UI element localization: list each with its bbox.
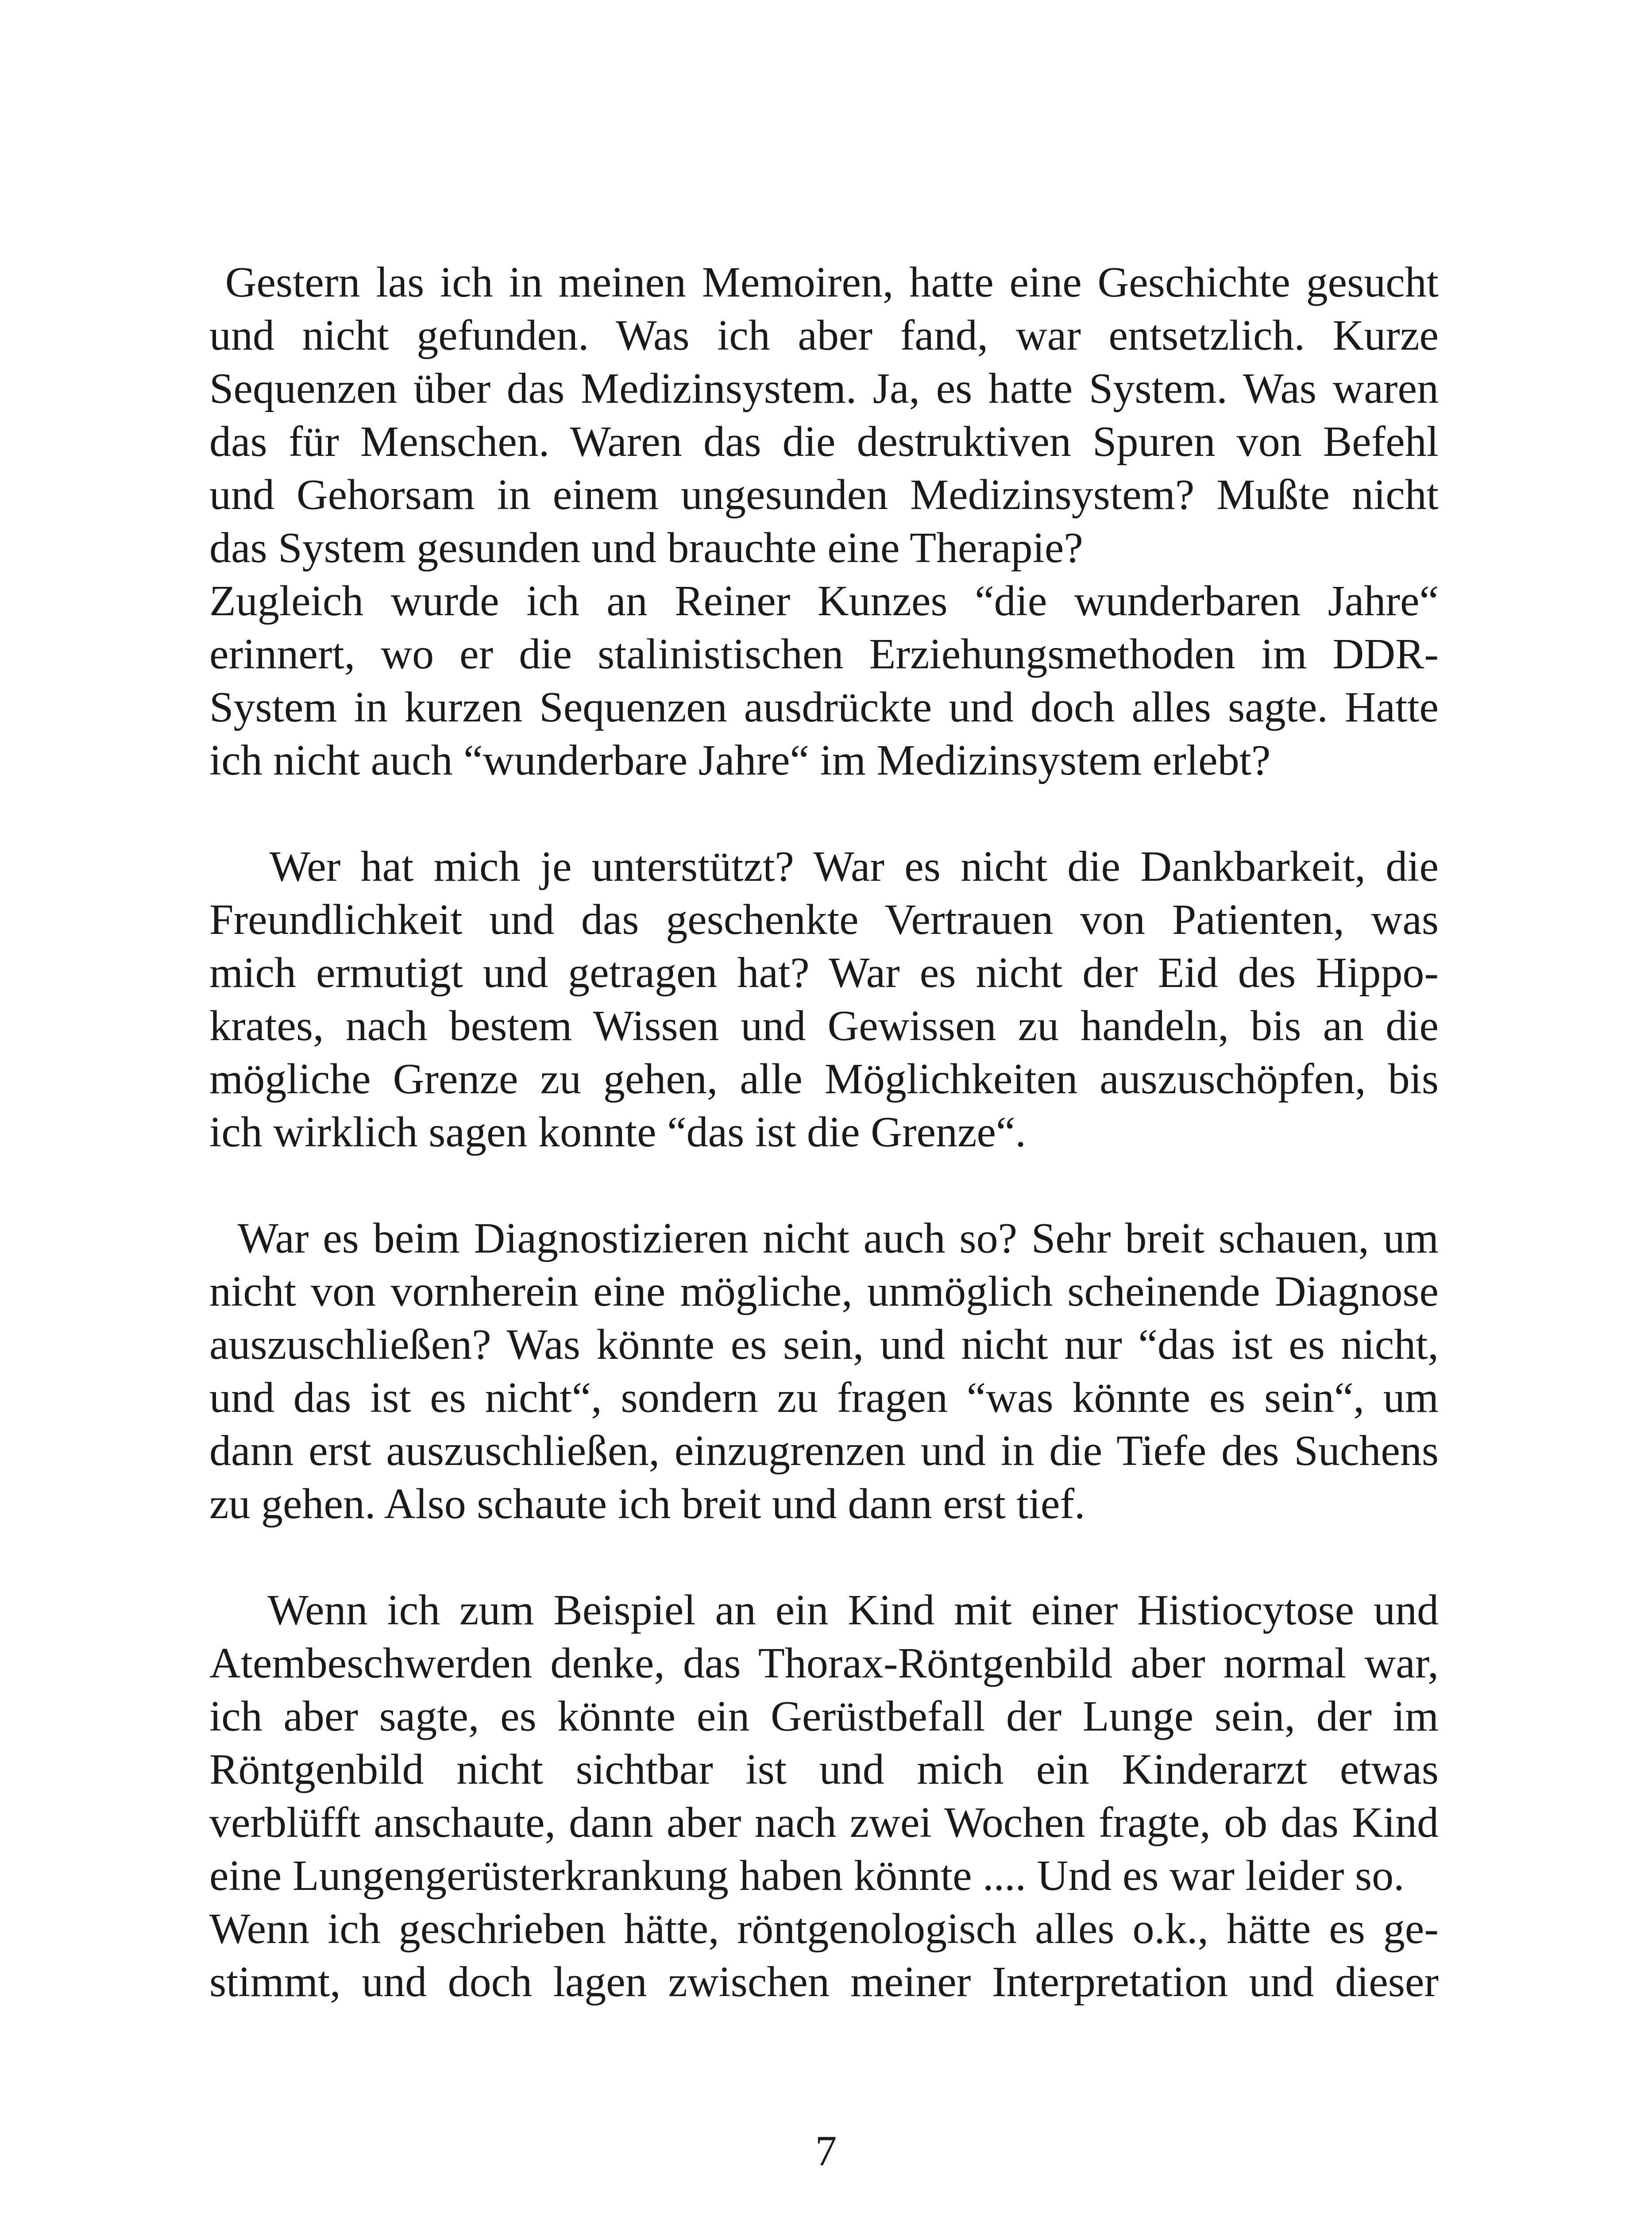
text-line: dann erst auszuschließen, einzugrenzen und in die Tiefe des Suchens [209,1427,1439,1475]
text-line: War es beim Diagnostizieren nicht auch so? Sehr breit schauen, um [209,1214,1439,1262]
text-line: Röntgenbild nicht sichtbar ist und mich ein Kinderarzt etwas [209,1746,1439,1793]
paragraph [209,1212,1439,1531]
text-line: ich aber sagte, es könnte ein Gerüstbefall der Lunge sein, der im [209,1693,1439,1740]
text-line: ich nicht auch “wunderbare Jahre“ im Medizinsystem erlebt? [209,736,1271,784]
text-line: zu gehen. Also schaute ich breit und dann erst tief. [209,1480,1085,1528]
page-number: 7 [815,2127,837,2175]
paragraph-gap [209,787,1439,840]
text-line: verblüfft anschaute, dann aber nach zwei Wochen fragte, ob das Kind [209,1799,1439,1847]
text-line: Zugleich wurde ich an Reiner Kunzes “die wunderbaren Jahre“ [209,577,1439,625]
text-line: und das ist es nicht“, sondern zu fragen “was könnte es sein“, um [209,1374,1439,1422]
text-line: ich wirklich sagen konnte “das ist die Grenze“. [209,1108,1027,1156]
text-line: Sequenzen über das Medizinsystem. Ja, es hatte System. Was waren [209,365,1439,413]
paragraph [209,256,1439,787]
text-line: eine Lungengerüsterkrankung haben könnte .... Und es war leider so. [209,1852,1405,1900]
text-line: das System gesunden und brauchte eine Therapie? [209,524,1083,572]
text-line: und nicht gefunden. Was ich aber fand, war entsetzlich. Kurze [209,312,1439,359]
text-line: stimmt, und doch lagen zwischen meiner Interpretation und dieser [209,1958,1439,2006]
text-line: und Gehorsam in einem ungesunden Medizinsystem? Mußte nicht [209,471,1439,519]
text-line: nicht von vornherein eine mögliche, unmöglich scheinende Diagnose [209,1268,1439,1315]
paragraph-gap [209,1159,1439,1212]
text-line: Wenn ich zum Beispiel an ein Kind mit einer Histiocytose und [209,1586,1439,1634]
text-line: mich ermutigt und getragen hat? War es nicht der Eid des Hippo- [209,949,1439,997]
text-line: Freundlichkeit und das geschenkte Vertrauen von Patienten, was [209,896,1439,944]
text-line: das für Menschen. Waren das die destruktiven Spuren von Befehl [209,418,1439,466]
text-line: Wenn ich geschrieben hätte, röntgenologisch alles o.k., hätte es ge- [209,1905,1439,1953]
text-line: System in kurzen Sequenzen ausdrückte und doch alles sagte. Hatte [209,683,1439,731]
paragraph-gap [209,1531,1439,1584]
body-text [209,256,1439,2009]
text-line: krates, nach bestem Wissen und Gewissen zu handeln, bis an die [209,1002,1439,1050]
paragraph [209,1584,1439,2009]
text-line: erinnert, wo er die stalinistischen Erziehungsmethoden im DDR- [209,630,1439,678]
text-line: Gestern las ich in meinen Memoiren, hatte eine Geschichte gesucht [209,258,1439,306]
text-line: Wer hat mich je unterstützt? War es nicht die Dankbarkeit, die [209,843,1439,891]
text-line: auszuschließen? Was könnte es sein, und nicht nur “das ist es nicht, [209,1321,1439,1369]
text-line: mögliche Grenze zu gehen, alle Möglichkeiten auszuschöpfen, bis [209,1055,1439,1103]
paragraph [209,840,1439,1159]
text-line: Atembeschwerden denke, das Thorax-Röntgenbild aber normal war, [209,1639,1439,1687]
